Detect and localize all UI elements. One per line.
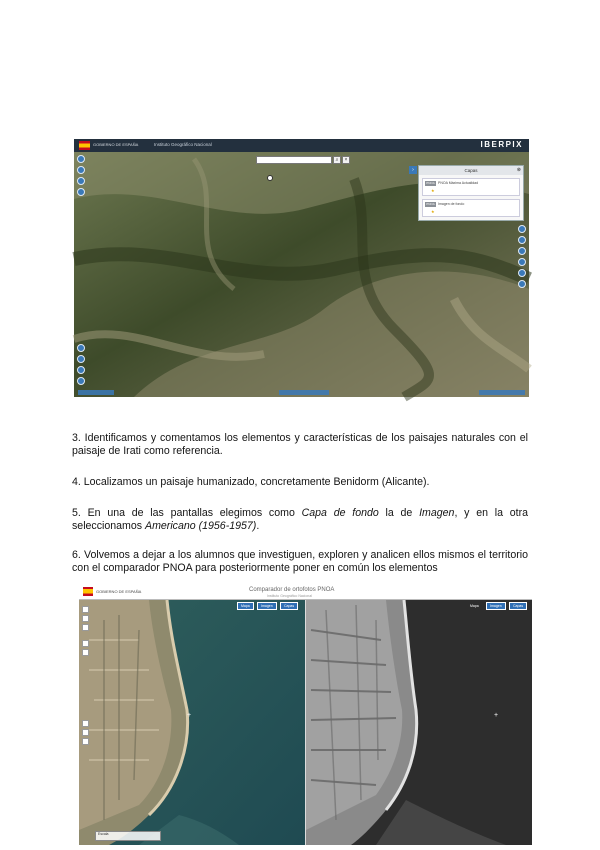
map-marker-icon[interactable] bbox=[267, 175, 273, 181]
paragraph-3: 3. Identificamos y comentamos los elementos y características de los paisajes naturales con el paisaje de Irati como referencia. bbox=[72, 432, 528, 457]
menu-tool-icon[interactable] bbox=[77, 155, 85, 163]
crosshair-icon: + bbox=[493, 712, 499, 719]
paragraph-6: 6. Volvemos a dejar a los alumnos que investiguen, exploren y analicen ellos mismos el territorio con el comparador PNOA para posteriormente poner en común los elementos bbox=[72, 549, 528, 574]
header-subtitle: Instituto Geográfico Nacional bbox=[154, 142, 212, 147]
paragraph-5: 5. En una de las pantallas elegimos como Capa de fondo la de Imagen, y en la otra seleccionamos Americano (1956-1957). bbox=[72, 507, 529, 532]
zoom-in-icon[interactable] bbox=[82, 606, 89, 613]
layer-item[interactable] bbox=[422, 199, 520, 217]
scale-bar bbox=[279, 390, 329, 395]
government-label: GOBIERNO DE ESPAÑA bbox=[93, 142, 139, 147]
search-icon[interactable]: ⌕ bbox=[333, 156, 341, 164]
left-map-pane[interactable] bbox=[79, 600, 306, 845]
zoom-out-icon[interactable] bbox=[518, 236, 526, 244]
attribution-bar bbox=[479, 390, 525, 395]
spain-flag-icon bbox=[79, 141, 90, 150]
draw-tool-icon[interactable] bbox=[82, 640, 89, 647]
info-tool-icon[interactable] bbox=[82, 729, 89, 736]
location-icon[interactable] bbox=[518, 258, 526, 266]
coordinates-bar bbox=[78, 390, 114, 395]
app-header bbox=[74, 139, 529, 152]
left-map-button[interactable]: Mapa bbox=[237, 602, 254, 610]
layer-badge: PNOA bbox=[426, 181, 435, 185]
measure-tool-icon[interactable] bbox=[77, 344, 85, 352]
crosshair-icon: + bbox=[186, 712, 192, 719]
left-image-button[interactable]: Imagen bbox=[257, 602, 277, 610]
collapse-panel-button[interactable]: › bbox=[409, 166, 417, 174]
capa-de-fondo-term: Capa de fondo bbox=[301, 507, 379, 519]
info-tool-icon[interactable] bbox=[77, 377, 85, 385]
layers-tool-icon[interactable] bbox=[77, 166, 85, 174]
iberpix-screenshot bbox=[74, 139, 529, 397]
zoom-in-icon[interactable] bbox=[518, 225, 526, 233]
zoom-out-icon[interactable] bbox=[82, 615, 89, 622]
comparator-header bbox=[79, 584, 532, 600]
paragraph-4: 4. Localizamos un paisaje humanizado, concretamente Benidorm (Alicante). bbox=[72, 476, 430, 488]
search-input[interactable] bbox=[256, 156, 332, 164]
search-tool-icon[interactable] bbox=[82, 720, 89, 727]
left-layers-button[interactable]: Capas bbox=[280, 602, 298, 610]
americano-term: Americano (1956-1957) bbox=[145, 520, 257, 532]
close-icon[interactable]: × bbox=[342, 156, 350, 164]
bw-orthophoto-image bbox=[306, 600, 532, 845]
search-tool-icon[interactable] bbox=[77, 177, 85, 185]
color-orthophoto-image bbox=[79, 600, 306, 845]
measure-tool-icon[interactable] bbox=[82, 649, 89, 656]
layers-panel-title: Capas bbox=[419, 166, 523, 175]
right-image-button[interactable]: Imagen bbox=[486, 602, 506, 610]
home-icon[interactable] bbox=[518, 247, 526, 255]
comparator-title: Comparador de ortofotos PNOA bbox=[249, 587, 335, 593]
share-tool-icon[interactable] bbox=[77, 188, 85, 196]
pnoa-comparator-screenshot bbox=[79, 584, 539, 845]
layer-name: Imagen de fondo bbox=[438, 202, 465, 206]
imagen-term: Imagen bbox=[419, 507, 455, 519]
layer-item[interactable] bbox=[422, 178, 520, 196]
right-map-button[interactable]: Mapa bbox=[470, 604, 479, 608]
layer-name: PNOA Máxima Actualidad bbox=[438, 181, 479, 185]
share-tool-icon[interactable] bbox=[82, 738, 89, 745]
draw-tool-icon[interactable] bbox=[77, 355, 85, 363]
right-map-pane[interactable] bbox=[306, 600, 539, 845]
close-panel-icon[interactable]: ⊗ bbox=[516, 167, 521, 173]
layer-badge: PNOA bbox=[426, 202, 435, 206]
favorite-star-icon[interactable]: ★ bbox=[431, 188, 435, 193]
government-label: GOBIERNO DE ESPAÑA bbox=[96, 589, 142, 594]
home-icon[interactable] bbox=[82, 624, 89, 631]
compass-icon[interactable] bbox=[518, 280, 526, 288]
crosshair-icon: + bbox=[533, 687, 539, 694]
right-layers-button[interactable]: Capas bbox=[509, 602, 527, 610]
layers-panel bbox=[418, 165, 524, 221]
fullscreen-icon[interactable] bbox=[518, 269, 526, 277]
favorite-star-icon[interactable]: ★ bbox=[431, 209, 435, 214]
spain-flag-icon bbox=[83, 587, 93, 596]
iberpix-logo: IBERPIX bbox=[480, 140, 523, 149]
print-tool-icon[interactable] bbox=[77, 366, 85, 374]
scale-box: Escala bbox=[95, 831, 161, 841]
comparator-subtitle: Instituto Geográfico Nacional bbox=[267, 594, 312, 598]
